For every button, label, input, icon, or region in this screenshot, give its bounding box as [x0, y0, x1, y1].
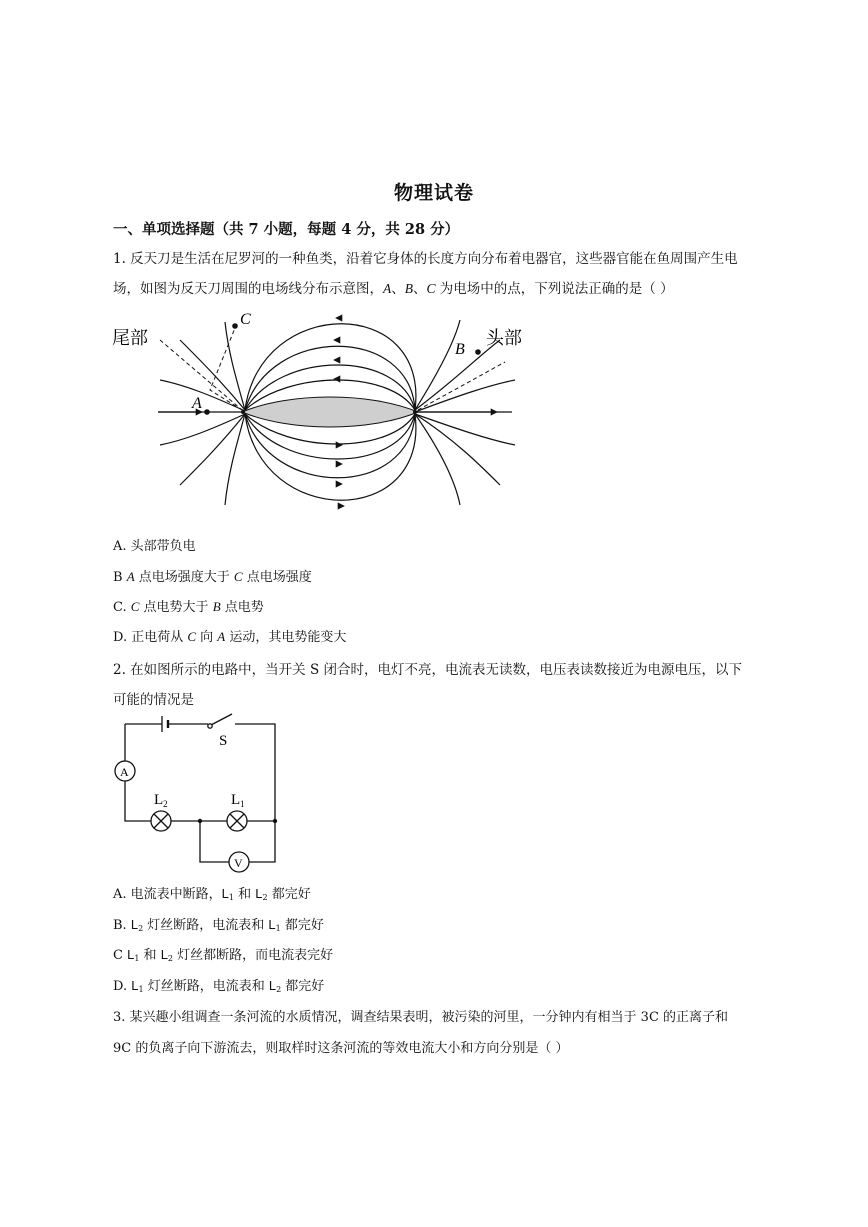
- q2-option-a: A. 电流表中断路，$L_1$ 和 $L_2$ 都完好: [113, 886, 311, 902]
- point-c-dot: [232, 323, 238, 329]
- electric-field-figure: [110, 310, 530, 520]
- lamp-l2-label: $L_2$: [154, 792, 168, 809]
- q1-option-d: D. 正电荷从 C 向 A 运动，其电势能变大: [113, 629, 347, 645]
- section-heading: 一、单项选择题（共 7 小题，每题 4 分，共 28 分）: [113, 221, 460, 238]
- lamp-l1-label: $L_1$: [231, 792, 245, 809]
- q3-text-line1: 3. 某兴趣小组调查一条河流的水质情况，调查结果表明，被污染的河里，一分钟内有相当于 3C 的正离子和: [113, 1010, 729, 1025]
- point-a-dot: [204, 409, 210, 415]
- q1-text-line2: 场，如图为反天刀周围的电场线分布示意图，A、B、C 为电场中的点，下列说法正确的是（ ）: [113, 281, 674, 297]
- q2-text-line1: 2. 在如图所示的电路中，当开关 S 闭合时，电灯不亮，电流表无读数，电压表读数接近为电源电压，以下: [113, 662, 743, 678]
- q1-option-a: A. 头部带负电: [113, 539, 196, 554]
- circuit-diagram: [110, 712, 290, 872]
- switch-blade: [211, 714, 232, 725]
- q1-text-line1: 1. 反天刀是生活在尼罗河的一种鱼类，沿着它身体的长度方向分布着电器官，这些器官能在鱼周围产生电: [113, 251, 738, 267]
- page-title: 物理试卷: [393, 182, 474, 204]
- ammeter-label: A: [120, 765, 129, 779]
- switch-label: S: [219, 733, 228, 749]
- q2-option-b: B. $L_2$ 灯丝断路，电流表和 $L_1$ 都完好: [113, 917, 324, 933]
- point-b-dot: [475, 349, 481, 355]
- label-point-c: C: [240, 311, 251, 328]
- q3-text-line2: 9C 的负离子向下游流去，则取样时这条河流的等效电流大小和方向分别是（ ）: [113, 1041, 569, 1056]
- fish-body: [242, 397, 418, 427]
- label-head: 头部: [486, 328, 522, 349]
- q2-option-d: D. $L_1$ 灯丝断路，电流表和 $L_2$ 都完好: [113, 978, 325, 994]
- label-point-a: A: [192, 395, 202, 412]
- voltmeter-label: V: [234, 856, 243, 870]
- q2-option-c: C $L_1$ 和 $L_2$ 灯丝都断路，而电流表完好: [113, 947, 334, 963]
- q2-text-line2: 可能的情况是: [113, 692, 194, 708]
- label-tail: 尾部: [112, 328, 148, 349]
- label-point-b: B: [455, 341, 465, 358]
- q1-option-b: B A 点电场强度大于 C 点电场强度: [113, 569, 312, 585]
- switch-contact: [208, 724, 212, 728]
- q1-option-c: C. C 点电势大于 B 点电势: [113, 599, 264, 615]
